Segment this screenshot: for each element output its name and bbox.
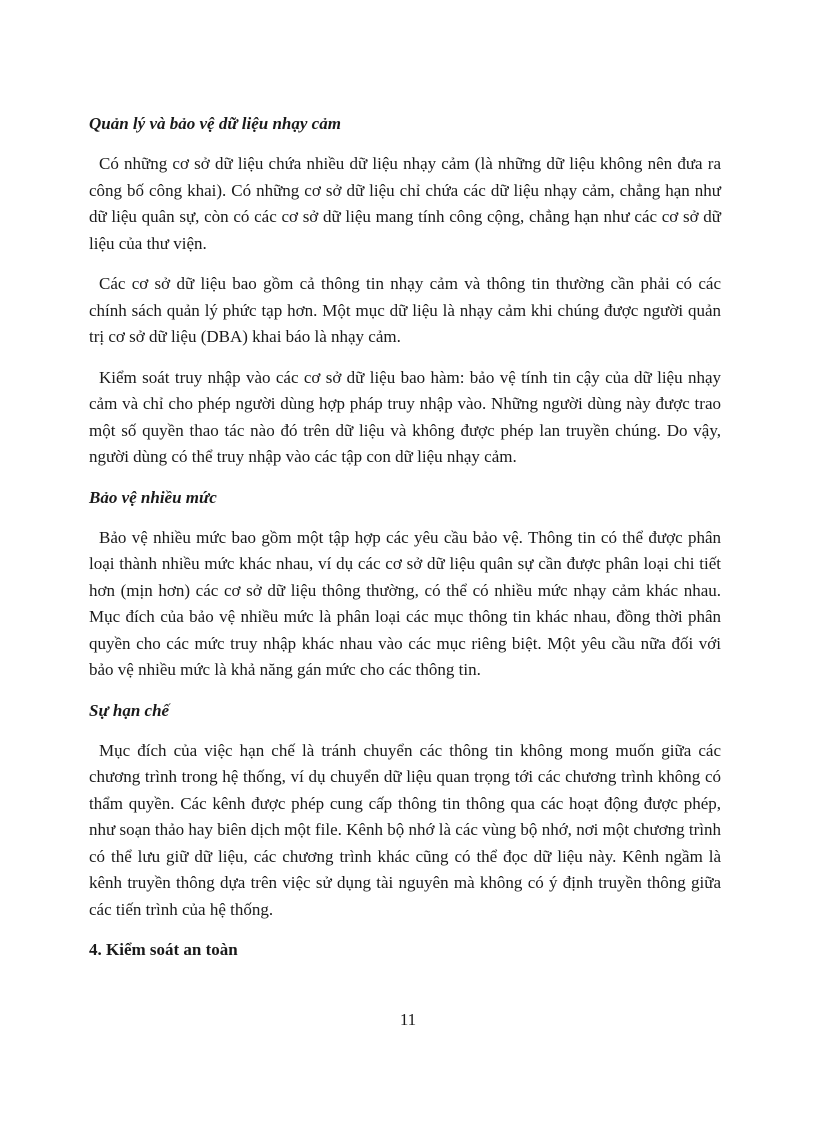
document-body — [89, 111, 721, 963]
page-number: 11 — [399, 1010, 417, 1029]
section-heading: Quản lý và bảo vệ dữ liệu nhạy cảm — [89, 114, 341, 133]
section-confinement — [89, 698, 721, 924]
section-heading: Bảo vệ nhiều mức — [89, 487, 217, 507]
paragraph: Các cơ sở dữ liệu bao gồm cả thông tin nhạy cảm và thông tin thường cần phải có các chính sách quản lý phức tạp hơn. Một mục dữ liệu là nhạy cảm khi chúng được người quản trị cơ sở dữ liệu (DBA) khai báo là nhạy cảm. — [89, 274, 721, 346]
paragraph: Kiểm soát truy nhập vào các cơ sở dữ liệu bao hàm: bảo vệ tính tin cậy của dữ liệu nhạy cảm và chỉ cho phép người dùng hợp pháp truy nhập vào. Những người dùng này được trao một số quyền thao tác nào đó trên dữ liệu và không được phép lan truyền chúng. Do vậy, người dùng có thể truy nhập vào các tập con dữ liệu nhạy cảm. — [89, 367, 721, 466]
section-heading: Sự hạn chế — [89, 700, 170, 720]
section-sensitive-data — [89, 111, 721, 471]
paragraph: Mục đích của việc hạn chế là tránh chuyển các thông tin không mong muốn giữa các chương trình trong hệ thống, ví dụ chuyển dữ liệu quan trọng tới các chương trình không có thẩm quyền. Các kênh được phép cung cấp thông tin thông qua các hoạt động được phép, như soạn thảo hay biên dịch một file. Kênh bộ nhớ là các vùng bộ nhớ, nơi một chương trình có thể lưu giữ dữ liệu, các chương trình khác cũng có thể đọc dữ liệu này. Kênh ngầm là kênh truyền thông dựa trên việc sử dụng tài nguyên mà không có ý định truyền thông giữa các tiến trình của hệ thống. — [89, 740, 721, 919]
paragraph: Có những cơ sở dữ liệu chứa nhiều dữ liệu nhạy cảm (là những dữ liệu không nên đưa ra công bố công khai). Có những cơ sở dữ liệu chỉ chứa các dữ liệu nhạy cảm, chẳng hạn như dữ liệu quân sự, còn có các cơ sở dữ liệu mang tính công cộng, chẳng hạn như các cơ sở dữ liệu của thư viện. — [89, 154, 721, 253]
paragraph: Bảo vệ nhiều mức bao gồm một tập hợp các yêu cầu bảo vệ. Thông tin có thể được phân loại thành nhiều mức khác nhau, ví dụ các cơ sở dữ liệu quân sự cần được phân loại chi tiết hơn (mịn hơn) các cơ sở dữ liệu thông thường, có thể có nhiều mức nhạy cảm khác nhau. Mục đích của bảo vệ nhiều mức là phân loại các mục thông tin khác nhau, đồng thời phân quyền cho các mức truy nhập khác nhau vào các mục riêng biệt. Một yêu cầu nữa đối với bảo vệ nhiều mức là khả năng gán mức cho các thông tin. — [89, 527, 721, 679]
next-section-heading: 4. Kiểm soát an toàn — [89, 940, 238, 959]
section-multilevel-protection — [89, 485, 721, 684]
